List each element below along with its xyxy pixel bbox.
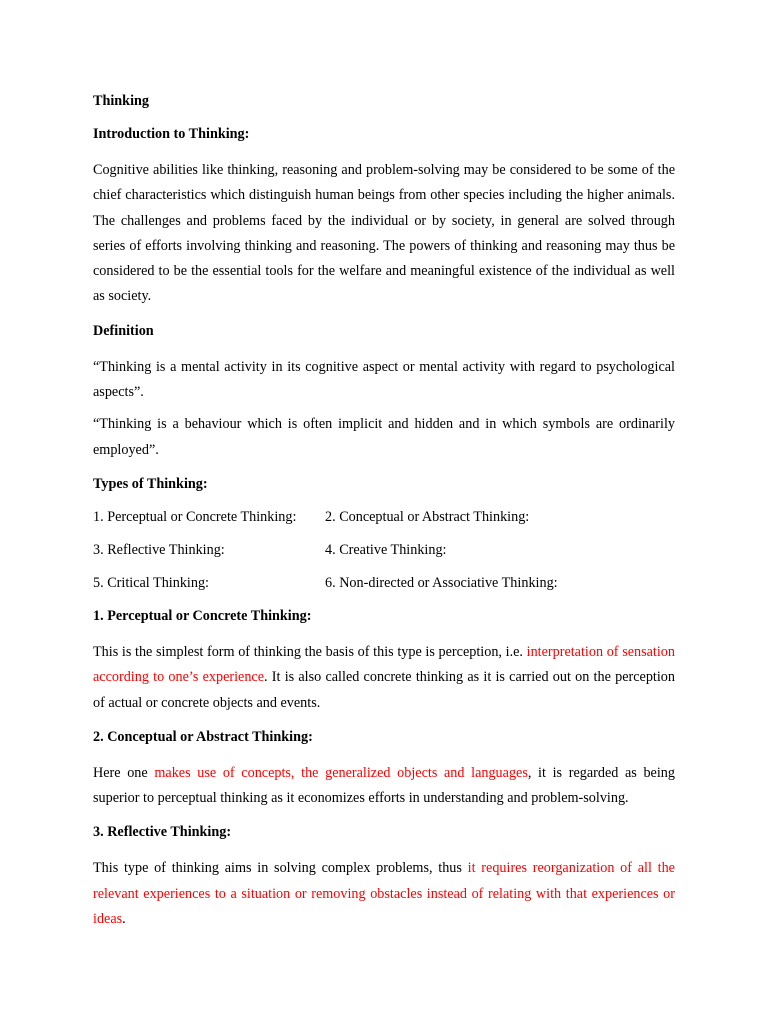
intro-paragraph: Cognitive abilities like thinking, reasoning and problem-solving may be considered to be some of the chief characteristics which distinguish human beings from other species including the higher animals. The challenges and problems faced by the individual or by society, in general are solved through series of efforts involving thinking and reasoning. The powers of thinking and reasoning may thus be considered to be the essential tools for the welfare and meaningful existence of the individual as well as society. — [93, 162, 675, 305]
reflective-text-end: . — [122, 911, 126, 928]
perceptual-text-end: . It is also called concrete thinking as it is carried out on the perception of actual or concrete objects and events. — [93, 669, 675, 711]
type-item: 4. Creative Thinking: — [325, 541, 447, 558]
definition-quote-2: “Thinking is a behaviour which is often implicit and hidden and in which symbols are ordinarily employed”. — [93, 416, 675, 458]
type-item: 6. Non-directed or Associative Thinking: — [325, 574, 558, 591]
reflective-text: This type of thinking aims in solving complex problems, thus — [93, 860, 468, 877]
type-item: 3. Reflective Thinking: — [93, 541, 225, 558]
type-item: 2. Conceptual or Abstract Thinking: — [325, 508, 530, 525]
intro-heading: Introduction to Thinking: — [93, 126, 250, 142]
conceptual-text: Here one — [93, 764, 155, 781]
reflective-heading: 3. Reflective Thinking: — [93, 824, 232, 841]
types-heading: Types of Thinking: — [93, 475, 208, 492]
reflective-highlight: it requires reorganization of all the relevant experiences to a situation or removing obstacles instead of relating with that experiences or ideas — [93, 860, 675, 928]
definition-heading: Definition — [93, 322, 154, 339]
perceptual-text: This is the simplest form of thinking the basis of this type is perception, i.e. — [93, 643, 527, 660]
type-item: 1. Perceptual or Concrete Thinking: — [93, 508, 297, 525]
reflective-paragraph — [93, 856, 675, 932]
types-row — [93, 508, 675, 541]
definition-quote-1: “Thinking is a mental activity in its cognitive aspect or mental activity with regard to psychological aspects”. — [93, 358, 675, 401]
conceptual-highlight: makes use of concepts, the generalized objects and languages — [154, 764, 528, 781]
conceptual-paragraph — [93, 761, 675, 812]
conceptual-text-end: , it is regarded as being superior to perceptual thinking as it economizes efforts in understanding and problem-solving. — [93, 764, 675, 807]
type-item: 5. Critical Thinking: — [93, 574, 209, 591]
perceptual-heading: 1. Perceptual or Concrete Thinking: — [93, 607, 312, 624]
conceptual-heading: 2. Conceptual or Abstract Thinking: — [93, 728, 313, 745]
types-row — [93, 541, 675, 574]
perceptual-paragraph — [93, 640, 675, 716]
types-row — [93, 574, 675, 607]
perceptual-highlight: interpretation of sensation according to one’s experience — [93, 643, 675, 686]
document-title: Thinking — [93, 93, 150, 109]
